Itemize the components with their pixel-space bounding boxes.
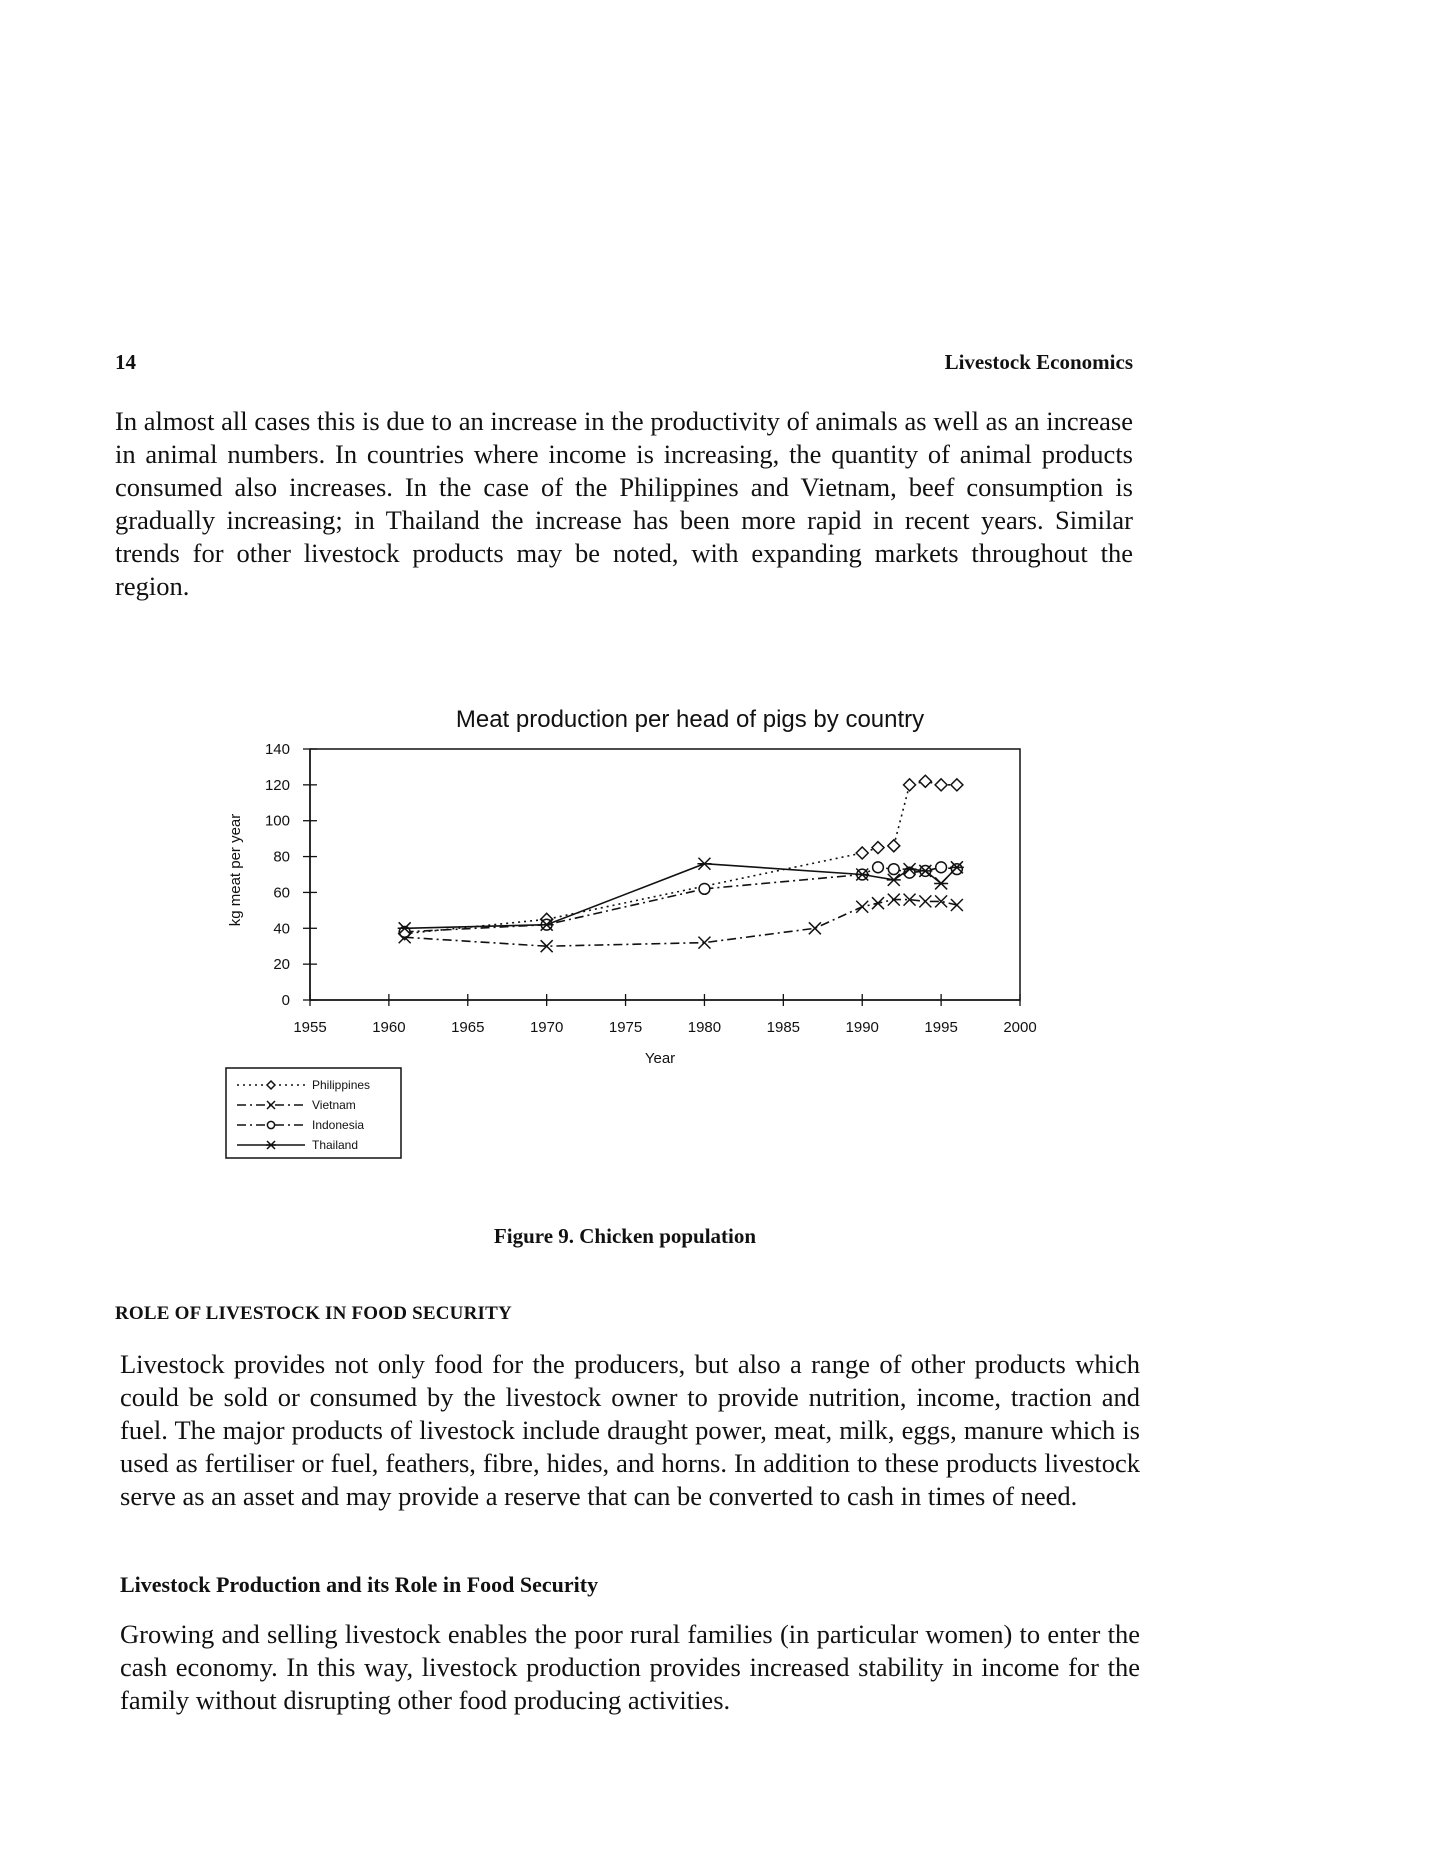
series-philippines [399,775,963,939]
y-tick-label: 20 [273,956,290,974]
running-head: Livestock Economics [944,350,1133,374]
y-tick-label: 60 [273,884,290,902]
legend-marker-indonesia [267,1121,274,1128]
data-point-indonesia [888,864,899,875]
legend-label-indonesia: Indonesia [312,1118,365,1132]
data-point-indonesia [951,864,962,875]
data-point-indonesia [873,862,884,873]
x-tick-label: 1975 [608,1019,643,1036]
x-tick-label: 1980 [687,1019,722,1036]
x-tick-label: 2000 [1003,1019,1037,1036]
y-axis [265,741,317,1009]
data-point-philippines [872,842,884,854]
body-paragraph-1: In almost all cases this is due to an increase in the productivity of animals as well as an increase in animal numbers. In countries where income is increasing, the quantity of animal products consumed also increases. In the case of the Philippines and Vietnam, beef consumption is gradually increasing; in Thailand the increase has been more rapid in recent years. Similar trends for other livestock products may be noted, with expanding markets throughout the region. [115,406,1133,601]
data-point-vietnam [872,897,884,909]
data-point-philippines [919,775,931,787]
x-axis-label: Year [644,1050,676,1067]
chart-title: Meat production per head of pigs by country [455,706,925,733]
data-point-philippines [904,779,916,791]
data-point-indonesia [699,883,710,894]
series-layer [398,775,964,952]
legend-label-philippines: Philippines [312,1078,371,1092]
legend-label-thailand: Thailand [312,1138,359,1152]
section-heading: ROLE OF LIVESTOCK IN FOOD SECURITY [115,1303,512,1324]
series-line-philippines [405,781,957,933]
x-tick-label: 1965 [451,1019,485,1036]
x-tick-label: 1995 [924,1019,958,1036]
y-tick-label: 140 [264,741,290,758]
data-point-thailand [934,877,948,889]
y-axis-label: kg meat per year [227,813,244,927]
data-point-philippines [888,840,900,852]
legend [226,1068,401,1158]
figure-caption: Figure 9. Chicken population [493,1224,757,1248]
x-tick-label: 1985 [766,1019,801,1036]
subsection-heading: Livestock Production and its Role in Food Security [120,1572,599,1597]
y-tick-label: 80 [273,848,290,866]
body-paragraph-3: Growing and selling livestock enables the poor rural families (in particular women) to enter the cash economy. In this way, livestock production provides increased stability in income for the family without disrupting other food producing activities. [120,1619,1140,1715]
data-point-vietnam [951,899,963,911]
series-line-thailand [405,864,957,929]
x-tick-label: 1970 [529,1019,564,1036]
y-tick-label: 40 [273,920,290,938]
y-tick-label: 100 [264,812,290,830]
data-point-thailand [697,858,711,870]
legend-label-vietnam: Vietnam [312,1098,356,1112]
y-tick-label: 0 [281,992,290,1009]
data-point-thailand [887,874,901,886]
x-tick-label: 1955 [293,1019,327,1036]
series-vietnam [399,894,963,953]
data-point-philippines [951,779,963,791]
data-point-philippines [856,847,868,859]
x-tick-label: 1990 [845,1019,879,1036]
x-tick-label: 1960 [372,1019,406,1036]
data-point-indonesia [936,862,947,873]
data-point-philippines [935,779,947,791]
y-tick-label: 120 [264,776,290,794]
page-number: 14 [115,350,136,374]
body-paragraph-2: Livestock provides not only food for the producers, but also a range of other products which could be sold or consumed by the livestock owner to provide nutrition, income, traction and fuel. The major products of livestock include draught power, meat, milk, eggs, manure which is used as fertiliser or fuel, feathers, fibre, hides, and horns. In addition to these products livestock serve as an asset and may provide a reserve that can be converted to cash in times of need. [120,1349,1140,1511]
data-point-vietnam [919,895,931,907]
data-point-vietnam [856,901,868,913]
